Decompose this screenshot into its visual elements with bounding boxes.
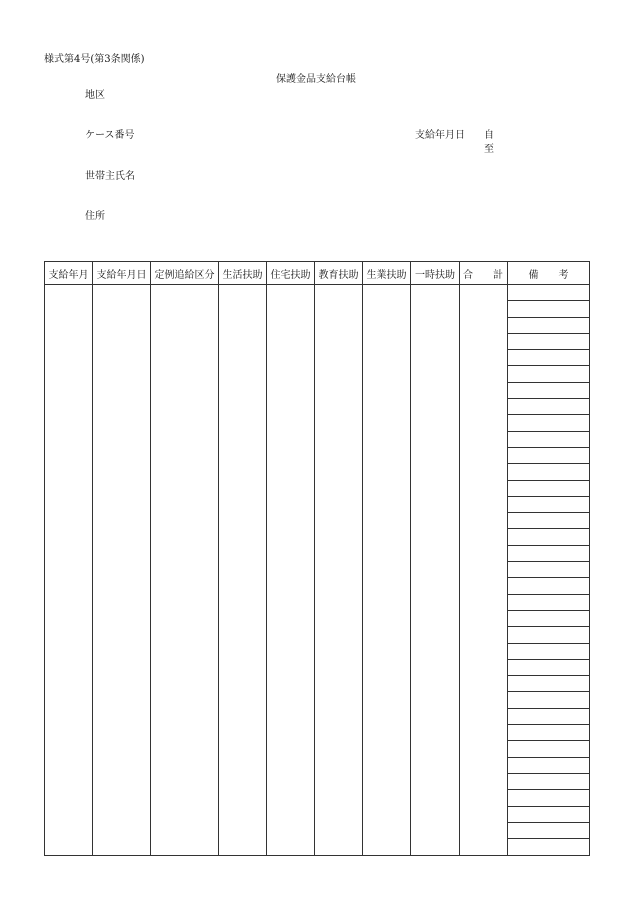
- table-header-row: [45, 262, 590, 285]
- remark-ruled-line: [508, 595, 589, 611]
- remark-ruled-line: [508, 692, 589, 708]
- area-label: 地区: [85, 90, 105, 101]
- column-header-living-assistance: 生活扶助: [219, 262, 267, 285]
- remark-ruled-line: [508, 529, 589, 545]
- column-header-occupational-assistance: 生業扶助: [363, 262, 411, 285]
- remark-ruled-line: [508, 546, 589, 562]
- remark-ruled-line: [508, 644, 589, 660]
- column-header-payment-month: 支給年月: [45, 262, 93, 285]
- remark-ruled-line: [508, 627, 589, 643]
- remark-ruled-line: [508, 334, 589, 350]
- remark-ruled-line: [508, 415, 589, 431]
- table-body-row: [45, 285, 590, 856]
- remark-ruled-line: [508, 448, 589, 464]
- remark-ruled-line: [508, 741, 589, 757]
- remark-ruled-line: [508, 432, 589, 448]
- column-header-regular-additional: 定例追給区分: [151, 262, 219, 285]
- address-label: 住所: [85, 211, 105, 222]
- remark-ruled-line: [508, 562, 589, 578]
- remark-ruled-line: [508, 807, 589, 823]
- column-header-temporary-assistance: 一時扶助: [411, 262, 460, 285]
- payment-date-cell[interactable]: [93, 285, 151, 856]
- remark-ruled-line: [508, 578, 589, 594]
- column-header-remarks: 備 考: [508, 262, 590, 285]
- remark-ruled-line: [508, 709, 589, 725]
- remark-ruled-line: [508, 350, 589, 366]
- remark-ruled-line: [508, 725, 589, 741]
- household-head-label: 世帯主氏名: [85, 171, 135, 182]
- remark-ruled-line: [508, 318, 589, 334]
- from-label: 自: [484, 130, 494, 141]
- remark-ruled-line: [508, 660, 589, 676]
- temporary-assistance-cell[interactable]: [411, 285, 460, 856]
- remark-ruled-line: [508, 758, 589, 774]
- payment-date-label: 支給年月日: [415, 130, 465, 141]
- remark-ruled-line: [508, 285, 589, 301]
- column-header-education-assistance: 教育扶助: [315, 262, 363, 285]
- remark-ruled-line: [508, 676, 589, 692]
- column-header-payment-date: 支給年月日: [93, 262, 151, 285]
- remark-ruled-line: [508, 301, 589, 317]
- remark-ruled-line: [508, 823, 589, 839]
- remark-ruled-line: [508, 611, 589, 627]
- column-header-total: 合 計: [460, 262, 508, 285]
- occupational-assistance-cell[interactable]: [363, 285, 411, 856]
- remarks-lines: [508, 285, 589, 839]
- payment-month-cell[interactable]: [45, 285, 93, 856]
- column-header-housing-assistance: 住宅扶助: [267, 262, 315, 285]
- to-label: 至: [484, 144, 494, 155]
- remark-ruled-line: [508, 464, 589, 480]
- remark-ruled-line: [508, 513, 589, 529]
- remark-ruled-line: [508, 481, 589, 497]
- document-title: 保護金品支給台帳: [276, 74, 356, 85]
- remark-ruled-line: [508, 497, 589, 513]
- remark-ruled-line: [508, 383, 589, 399]
- education-assistance-cell[interactable]: [315, 285, 363, 856]
- form-number: 様式第4号(第3条関係): [44, 54, 145, 65]
- remark-ruled-line: [508, 774, 589, 790]
- payment-ledger-table: [44, 261, 590, 856]
- remark-ruled-line: [508, 399, 589, 415]
- remark-ruled-line: [508, 366, 589, 382]
- remarks-cell[interactable]: [508, 285, 590, 856]
- total-cell[interactable]: [460, 285, 508, 856]
- case-number-label: ケース番号: [85, 130, 135, 141]
- remark-ruled-line: [508, 790, 589, 806]
- regular-additional-cell[interactable]: [151, 285, 219, 856]
- housing-assistance-cell[interactable]: [267, 285, 315, 856]
- living-assistance-cell[interactable]: [219, 285, 267, 856]
